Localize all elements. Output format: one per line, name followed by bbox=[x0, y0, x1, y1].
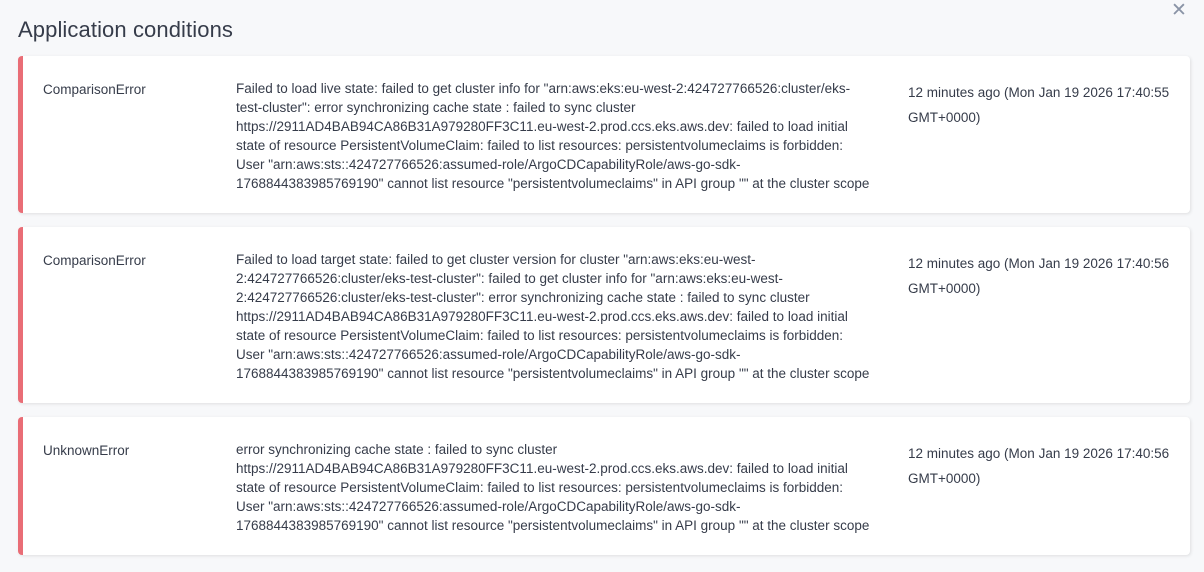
condition-row bbox=[18, 417, 1190, 555]
condition-type: ComparisonError bbox=[43, 82, 146, 97]
condition-row bbox=[18, 227, 1190, 403]
condition-row bbox=[18, 56, 1190, 213]
condition-timestamp: 12 minutes ago (Mon Jan 19 2026 17:40:56 GMT+0000) bbox=[908, 446, 1170, 486]
condition-type: UnknownError bbox=[43, 443, 130, 458]
condition-timestamp: 12 minutes ago (Mon Jan 19 2026 17:40:56 GMT+0000) bbox=[908, 256, 1170, 296]
condition-message: Failed to load live state: failed to get cluster info for "arn:aws:eks:eu-west-2:424727766526:cluster/eks-test-cluster": error synchronizing cache state : failed to sync cluster https://2911AD4BAB94CA86B31A979280FF3C11.eu-west-2.prod.ccs.eks.aws.dev: failed to load initial state of resource PersistentVolumeClaim: failed to list resources: persistentvolumeclaims is forbidden: User "arn:aws:sts::424727766526:assumed-role/ArgoCDCapabilityRole/aws-go-sdk-1768844383985769190" cannot list resource "persistentvolumeclaims" in API group "" at the cluster scope bbox=[236, 81, 870, 191]
condition-type: ComparisonError bbox=[43, 253, 146, 268]
page-title: Application conditions bbox=[18, 17, 234, 42]
condition-timestamp: 12 minutes ago (Mon Jan 19 2026 17:40:55 GMT+0000) bbox=[908, 85, 1170, 125]
condition-message: error synchronizing cache state : failed to sync cluster https://2911AD4BAB94CA86B31A979280FF3C11.eu-west-2.prod.ccs.eks.aws.dev: failed to load initial state of resource PersistentVolumeClaim: failed to list resources: persistentvolumeclaims is forbidden: User "arn:aws:sts::424727766526:assumed-role/ArgoCDCapabilityRole/aws-go-sdk-1768844383985769190" cannot list resource "persistentvolumeclaims" in API group "" at the cluster scope bbox=[236, 442, 870, 533]
close-icon[interactable]: ✕ bbox=[1168, 0, 1190, 22]
conditions-list bbox=[0, 56, 1204, 555]
condition-message: Failed to load target state: failed to get cluster version for cluster "arn:aws:eks:eu-west-2:424727766526:cluster/eks-test-cluster": failed to get cluster info for "arn:aws:eks:eu-west-2:424727766526:cluster/eks-test-cluster": error synchronizing cache state : failed to sync cluster https://2911AD4BAB94CA86B31A979280FF3C11.eu-west-2.prod.ccs.eks.aws.dev: failed to load initial state of resource PersistentVolumeClaim: failed to list resources: persistentvolumeclaims is forbidden: User "arn:aws:sts::424727766526:assumed-role/ArgoCDCapabilityRole/aws-go-sdk-1768844383985769190" cannot list resource "persistentvolumeclaims" in API group "" at the cluster scope bbox=[236, 252, 870, 381]
